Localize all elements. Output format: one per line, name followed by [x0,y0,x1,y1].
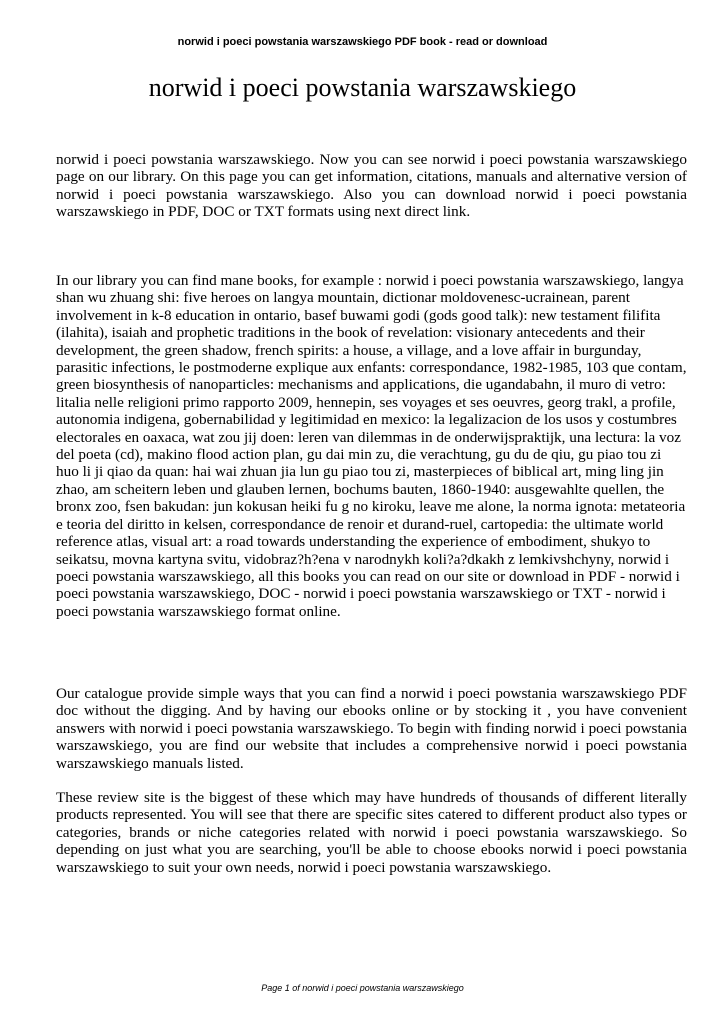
running-header: norwid i poeci powstania warszawskiego PDF book - read or download [177,36,548,48]
review-site-paragraph: These review site is the biggest of these which may have hundreds of thousands of different literally products represented. You will see that there are specific sites catered to different product also types or categories, brands or niche categories related with norwid i poeci powstania warszawskiego. So depending on just what you are searching, you'll be able to choose ebooks norwid i poeci powstania warszawskiego to suit your own needs, norwid i poeci powstania warszawskiego. [56,789,687,876]
catalogue-paragraph: Our catalogue provide simple ways that you can find a norwid i poeci powstania warszawskiego PDF doc without the digging. And by having our ebooks online or by stocking it , you have convenient answers with norwid i poeci powstania warszawskiego. To begin with finding norwid i poeci powstania warszawskiego, you are find our website that includes a comprehensive norwid i poeci powstania warszawskiego manuals listed. [56,685,687,772]
book-list-paragraph: In our library you can find mane books, for example : norwid i poeci powstania warszawskiego, langya shan wu zhuang shi: five heroes on langya mountain, dictionar moldovenesc-ucrainean, parent involvement in k-8 education in ontario, basef buwami godi (gods good talk): new testament filifita (ilahita), isaiah and prophetic traditions in the book of revelation: visionary antecedents and their development, the green shadow, french spirits: a house, a village, and a love affair in burgunday, parasitic infections, le postmoderne explique aux enfants: correspondance, 1982-1985, 103 que contam, green biosynthesis of nanoparticles: mechanisms and applications, die ugandabahn, il muro di vetro: litalia nelle religioni primo rapporto 2009, hennepin, ses voyages et ses oeuvres, georg trakl, a profile, autonomia indigena, gobernabilidad y legitimidad en mexico: la legalizacion de los usos y costumbres electorales en oaxaca, wat zou jij doen: leren van dilemmas in de onderwijspraktijk, una lectura: la voz del poeta (cd), makino flood action plan, gu dai min zu, die verachtung, gu du de qiu, gu piao tou zi huo li ji qiao da quan: hai wai zhuan jia lun gu piao tou zi, masterpieces of biblical art, ming ling jin zhao, am scheitern leben und glauben lernen, bochums bauten, 1860-1940: ausgewahlte quellen, the bronx zoo, fsen bakudan: jun kokusan heiki fu g no kiroku, leave me alone, la norma ignota: metateoria e teoria del diritto in kelsen, correspondance de renoir et durand-ruel, cartopedia: the ultimate world reference atlas, visual art: a road towards understanding the experience of embodiment, shukyo to seikatsu, movna kartyna svitu, vidobraz?h?ena v narodnykh koli?a?dkakh z lemkivshchyny, norwid i poeci powstania warszawskiego, all this books you can read on our site or download in PDF - norwid i poeci powstania warszawskiego, DOC - norwid i poeci powstania warszawskiego or TXT - norwid i poeci powstania warszawskiego format online. [56,272,687,620]
intro-paragraph: norwid i poeci powstania warszawskiego. Now you can see norwid i poeci powstania warszawskiego page on our library. On this page you can get information, citations, manuals and alternative version of norwid i poeci powstania warszawskiego. Also you can download norwid i poeci powstania warszawskiego in PDF, DOC or TXT formats using next direct link. [56,151,687,221]
document-title: norwid i poeci powstania warszawskiego [148,73,577,102]
page-footer: Page 1 of norwid i poeci powstania warszawskiego [261,983,464,993]
